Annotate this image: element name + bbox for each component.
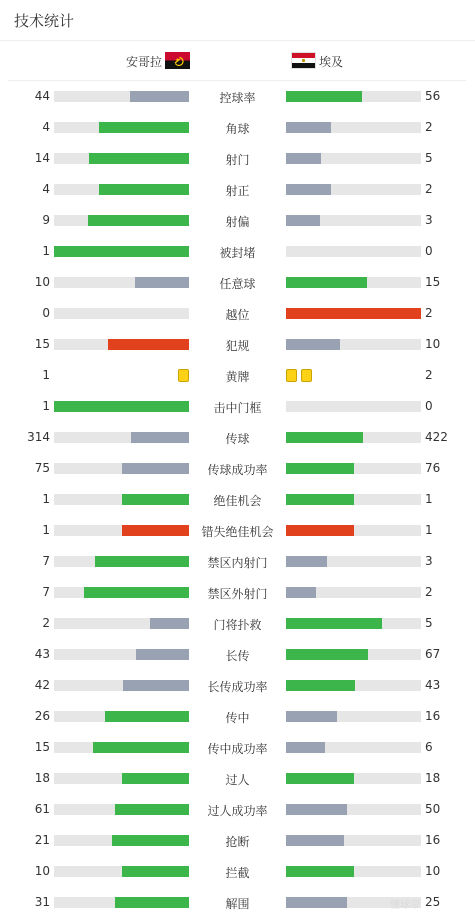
stat-row (0, 81, 475, 112)
away-stat-bar-fill (286, 339, 340, 350)
stat-label: 越位 (225, 308, 250, 322)
away-stat-bar-fill (286, 494, 354, 505)
home-stat-bar-fill (150, 618, 189, 629)
home-stat-bar-fill (131, 432, 189, 443)
away-stat-value: 76 (425, 461, 441, 475)
stat-label: 黄牌 (225, 370, 250, 384)
home-stat-bar-fill (115, 804, 189, 815)
home-stat-value: 1 (42, 523, 50, 537)
home-stat-bar (54, 680, 189, 691)
away-stat-bar (286, 339, 421, 350)
away-stat-value: 5 (425, 151, 433, 165)
away-stat-bar (286, 308, 421, 319)
away-stat-value: 1 (425, 492, 433, 506)
stat-row (0, 577, 475, 608)
away-stat-value: 2 (425, 306, 433, 320)
stat-label: 长传 (225, 649, 250, 663)
home-stat-value: 1 (42, 244, 50, 258)
home-stat-bar (54, 525, 189, 536)
home-stat-bar (54, 494, 189, 505)
home-stat-bar (54, 866, 189, 877)
home-stat-value: 15 (34, 337, 50, 351)
home-stat-bar (54, 246, 189, 257)
home-stat-bar (54, 711, 189, 722)
away-stat-bar (286, 835, 421, 846)
stat-label: 任意球 (219, 277, 256, 291)
home-stat-value: 0 (42, 306, 50, 320)
home-stat-value: 15 (34, 740, 50, 754)
stat-label: 门将扑救 (213, 618, 262, 632)
home-stat-value: 26 (34, 709, 50, 723)
watermark-logo: 懂球帝 (390, 900, 420, 911)
stat-label: 射正 (225, 184, 250, 198)
away-stat-bar (286, 91, 421, 102)
stat-label: 控球率 (219, 91, 256, 105)
home-stat-bar (54, 91, 189, 102)
home-team-name[interactable]: 安哥拉 (125, 55, 162, 69)
away-stat-value: 422 (425, 430, 448, 444)
stat-row (0, 298, 475, 329)
away-stat-bar (286, 122, 421, 133)
stat-label: 拦截 (225, 866, 250, 880)
away-stat-value: 50 (425, 802, 441, 816)
yellow-card-icon (178, 369, 189, 382)
stats-header (0, 0, 475, 41)
away-stat-bar-fill (286, 277, 367, 288)
away-stat-bar-fill (286, 432, 363, 443)
stat-row (0, 763, 475, 794)
stat-label: 解围 (225, 897, 250, 911)
home-stat-bar-fill (89, 153, 189, 164)
home-stat-value: 42 (34, 678, 50, 692)
away-stat-bar (286, 649, 421, 660)
home-stat-bar (54, 184, 189, 195)
stats-list (0, 81, 475, 918)
home-stat-bar (54, 618, 189, 629)
stat-row (0, 267, 475, 298)
yellow-card-icon (301, 369, 312, 382)
away-stat-bar-fill (286, 773, 354, 784)
stat-row (0, 422, 475, 453)
home-stat-bar-fill (122, 494, 190, 505)
home-yellow-cards (178, 369, 189, 382)
home-stat-bar (54, 556, 189, 567)
home-stat-bar-fill (99, 184, 189, 195)
stat-label: 禁区内射门 (207, 556, 268, 570)
stat-row (0, 236, 475, 267)
away-stat-bar (286, 773, 421, 784)
away-stat-bar (286, 711, 421, 722)
home-stat-value: 1 (42, 399, 50, 413)
home-stat-bar-fill (95, 556, 190, 567)
home-stat-value: 1 (42, 492, 50, 506)
stat-label: 传中成功率 (207, 742, 268, 756)
home-stat-bar-fill (122, 866, 190, 877)
away-stat-value: 15 (425, 275, 441, 289)
away-stat-value: 16 (425, 833, 441, 847)
away-stat-bar (286, 525, 421, 536)
home-stat-bar-fill (130, 91, 189, 102)
stat-row (0, 391, 475, 422)
home-stat-bar-fill (112, 835, 189, 846)
stat-label: 长传成功率 (207, 680, 268, 694)
away-stat-bar (286, 215, 421, 226)
stat-label: 传球 (225, 432, 250, 446)
stat-label: 射偏 (225, 215, 250, 229)
stat-row (0, 174, 475, 205)
away-stat-bar-fill (286, 649, 368, 660)
home-stat-value: 314 (27, 430, 50, 444)
home-stat-value: 7 (42, 585, 50, 599)
home-stat-value: 4 (42, 182, 50, 196)
home-stat-bar (54, 308, 189, 319)
away-stat-bar-fill (286, 897, 347, 908)
away-yellow-cards (286, 369, 312, 382)
away-stat-value: 43 (425, 678, 441, 692)
home-stat-bar (54, 463, 189, 474)
yellow-card-icon (286, 369, 297, 382)
away-stat-bar-fill (286, 153, 321, 164)
stat-row (0, 732, 475, 763)
away-stat-value: 16 (425, 709, 441, 723)
away-stat-value: 2 (425, 585, 433, 599)
home-stat-bar-fill (105, 711, 189, 722)
home-stat-bar (54, 153, 189, 164)
stat-row (0, 484, 475, 515)
stat-label: 传球成功率 (207, 463, 268, 477)
away-stat-value: 25 (425, 895, 441, 909)
home-stat-value: 10 (34, 864, 50, 878)
home-stat-bar-fill (54, 246, 189, 257)
away-stat-bar (286, 804, 421, 815)
home-stat-value: 14 (34, 151, 50, 165)
away-team-name[interactable]: 埃及 (319, 55, 344, 69)
stat-row (0, 670, 475, 701)
stat-label: 被封堵 (219, 246, 256, 260)
away-stat-value: 18 (425, 771, 441, 785)
away-stat-value: 2 (425, 182, 433, 196)
away-stat-value: 67 (425, 647, 441, 661)
away-stat-value: 10 (425, 337, 441, 351)
egypt-flag-icon (291, 52, 316, 69)
home-stat-bar (54, 401, 189, 412)
away-stat-value: 56 (425, 89, 441, 103)
stat-row (0, 112, 475, 143)
away-stat-bar-fill (286, 835, 344, 846)
home-stat-value: 7 (42, 554, 50, 568)
page-title: 技术统计 (14, 12, 75, 30)
away-stat-value: 5 (425, 616, 433, 630)
home-stat-bar-fill (108, 339, 189, 350)
home-stat-bar-fill (122, 525, 190, 536)
away-stat-value: 6 (425, 740, 433, 754)
stat-label: 犯规 (225, 339, 250, 353)
away-stat-value: 0 (425, 399, 433, 413)
home-stat-bar-fill (122, 463, 190, 474)
away-stat-bar-fill (286, 742, 325, 753)
home-stat-bar-fill (123, 680, 189, 691)
stat-label: 绝佳机会 (213, 494, 262, 508)
away-stat-bar-fill (286, 711, 337, 722)
stat-label: 射门 (225, 153, 250, 167)
home-stat-value: 44 (34, 89, 50, 103)
home-stat-bar (54, 587, 189, 598)
away-stat-bar (286, 742, 421, 753)
away-stat-bar-fill (286, 184, 331, 195)
home-stat-value: 9 (42, 213, 50, 227)
home-stat-bar-fill (136, 649, 189, 660)
home-stat-value: 31 (34, 895, 50, 909)
away-stat-bar (286, 184, 421, 195)
home-stat-value: 1 (42, 368, 50, 382)
stat-row (0, 329, 475, 360)
away-stat-bar-fill (286, 215, 320, 226)
home-stat-value: 2 (42, 616, 50, 630)
home-stat-bar (54, 649, 189, 660)
away-stat-bar (286, 463, 421, 474)
stat-label: 角球 (225, 122, 250, 136)
home-stat-bar (54, 773, 189, 784)
stat-label: 过人 (225, 773, 250, 787)
away-stat-value: 0 (425, 244, 433, 258)
home-stat-bar-fill (88, 215, 189, 226)
away-stat-bar (286, 401, 421, 412)
stat-row (0, 546, 475, 577)
away-stat-bar (286, 680, 421, 691)
stat-row (0, 515, 475, 546)
away-stat-bar-fill (286, 308, 421, 319)
away-stat-value: 2 (425, 368, 433, 382)
home-stat-bar (54, 432, 189, 443)
home-stat-bar-fill (84, 587, 189, 598)
away-stat-bar (286, 587, 421, 598)
away-stat-bar (286, 494, 421, 505)
away-stat-value: 1 (425, 523, 433, 537)
away-stat-bar-fill (286, 680, 355, 691)
stat-label: 击中门框 (213, 401, 262, 415)
home-stat-bar (54, 215, 189, 226)
stat-row (0, 360, 475, 391)
home-stat-bar (54, 897, 189, 908)
home-stat-bar (54, 339, 189, 350)
away-stat-bar-fill (286, 122, 331, 133)
stat-row (0, 856, 475, 887)
stat-row (0, 205, 475, 236)
away-stat-bar-fill (286, 463, 354, 474)
away-stat-value: 3 (425, 213, 433, 227)
away-stat-bar (286, 277, 421, 288)
stat-row (0, 701, 475, 732)
away-stat-bar (286, 246, 421, 257)
angola-flag-icon (165, 52, 190, 69)
home-stat-value: 61 (34, 802, 50, 816)
away-stat-bar (286, 866, 421, 877)
stat-label: 禁区外射门 (207, 587, 268, 601)
stat-row (0, 608, 475, 639)
home-stat-value: 21 (34, 833, 50, 847)
home-stat-bar-fill (115, 897, 189, 908)
away-stat-value: 10 (425, 864, 441, 878)
away-stat-value: 2 (425, 120, 433, 134)
home-stat-value: 43 (34, 647, 50, 661)
teams-bar (8, 41, 466, 81)
home-stat-bar (54, 122, 189, 133)
away-stat-bar (286, 618, 421, 629)
away-stat-bar-fill (286, 866, 354, 877)
home-stat-bar-fill (93, 742, 189, 753)
home-stat-bar (54, 804, 189, 815)
stat-row (0, 453, 475, 484)
stat-row (0, 143, 475, 174)
away-stat-bar-fill (286, 91, 362, 102)
stat-label: 过人成功率 (207, 804, 268, 818)
home-stat-bar (54, 277, 189, 288)
away-stat-value: 3 (425, 554, 433, 568)
home-stat-bar (54, 742, 189, 753)
home-stat-value: 4 (42, 120, 50, 134)
stat-row (0, 794, 475, 825)
home-stat-bar-fill (54, 401, 189, 412)
stat-label: 错失绝佳机会 (201, 525, 274, 539)
stat-label: 传中 (225, 711, 250, 725)
away-stat-bar-fill (286, 525, 354, 536)
home-stat-value: 10 (34, 275, 50, 289)
home-stat-value: 18 (34, 771, 50, 785)
home-stat-bar-fill (99, 122, 189, 133)
away-stat-bar (286, 153, 421, 164)
away-stat-bar-fill (286, 556, 327, 567)
home-stat-bar (54, 835, 189, 846)
away-stat-bar (286, 556, 421, 567)
stat-row (0, 639, 475, 670)
stat-label: 抢断 (225, 835, 250, 849)
away-stat-bar-fill (286, 587, 316, 598)
home-stat-bar-fill (135, 277, 189, 288)
stat-row (0, 825, 475, 856)
home-stat-value: 75 (34, 461, 50, 475)
away-stat-bar (286, 432, 421, 443)
away-stat-bar-fill (286, 618, 382, 629)
away-stat-bar-fill (286, 804, 347, 815)
home-stat-bar-fill (122, 773, 190, 784)
